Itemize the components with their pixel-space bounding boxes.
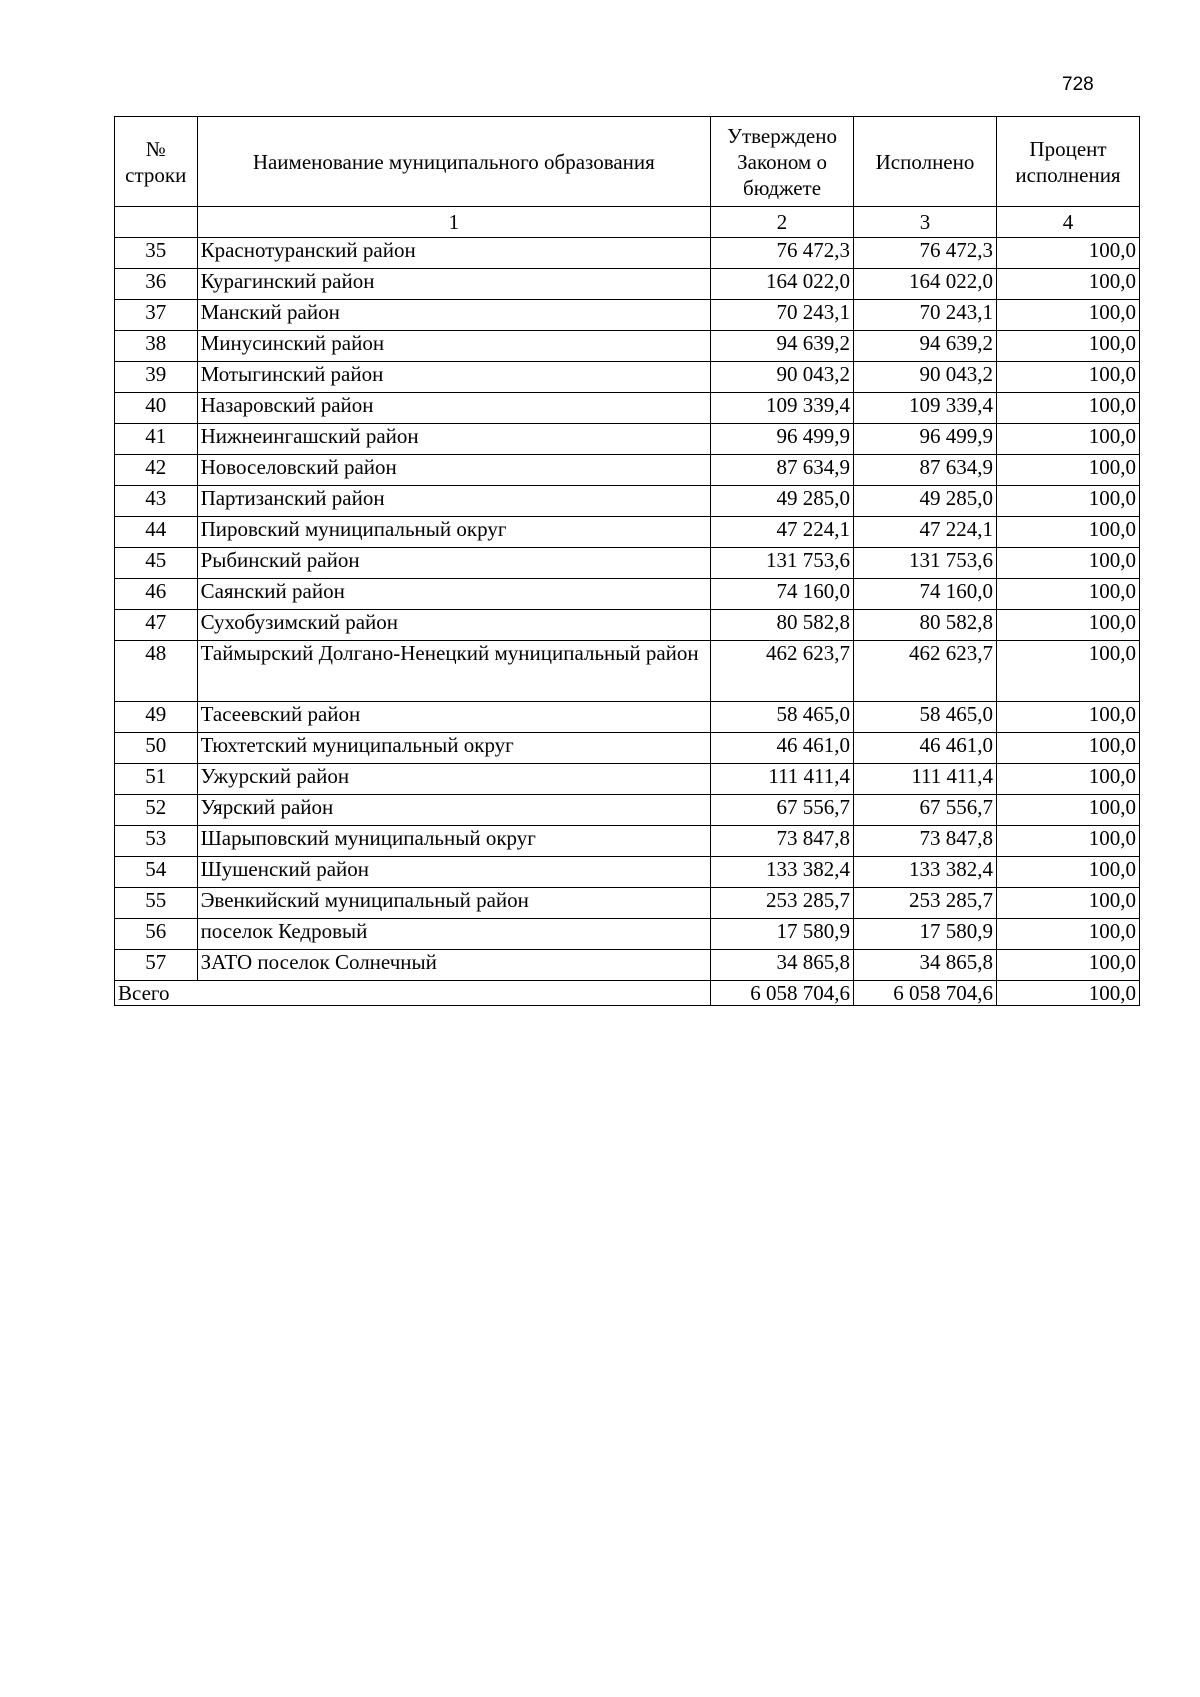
table-row bbox=[115, 950, 1140, 981]
executed-amount: 94 639,2 bbox=[854, 331, 997, 362]
row-number: 49 bbox=[115, 702, 198, 733]
row-number: 42 bbox=[115, 455, 198, 486]
table-row bbox=[115, 455, 1140, 486]
execution-percent: 100,0 bbox=[997, 795, 1140, 826]
municipality-name: Ужурский район bbox=[197, 764, 711, 795]
execution-percent: 100,0 bbox=[997, 764, 1140, 795]
page-number: 728 bbox=[1062, 74, 1094, 95]
total-percent: 100,0 bbox=[997, 981, 1140, 1006]
row-number: 44 bbox=[115, 517, 198, 548]
executed-amount: 76 472,3 bbox=[854, 238, 997, 269]
execution-percent: 100,0 bbox=[997, 579, 1140, 610]
executed-amount: 74 160,0 bbox=[854, 579, 997, 610]
row-number: 43 bbox=[115, 486, 198, 517]
municipality-name: Назаровский район bbox=[197, 393, 711, 424]
row-number: 46 bbox=[115, 579, 198, 610]
table-row bbox=[115, 702, 1140, 733]
column-number-cell: 1 bbox=[197, 207, 711, 238]
row-number: 39 bbox=[115, 362, 198, 393]
approved-amount: 47 224,1 bbox=[711, 517, 854, 548]
approved-amount: 73 847,8 bbox=[711, 826, 854, 857]
table-row bbox=[115, 733, 1140, 764]
approved-amount: 253 285,7 bbox=[711, 888, 854, 919]
municipality-name: Шарыповский муниципальный округ bbox=[197, 826, 711, 857]
row-number: 57 bbox=[115, 950, 198, 981]
approved-amount: 133 382,4 bbox=[711, 857, 854, 888]
executed-amount: 58 465,0 bbox=[854, 702, 997, 733]
total-approved: 6 058 704,6 bbox=[711, 981, 854, 1006]
row-number: 41 bbox=[115, 424, 198, 455]
municipality-name: Таймырский Долгано-Ненецкий муниципальный район bbox=[197, 641, 711, 702]
table-row bbox=[115, 486, 1140, 517]
municipality-name: Рыбинский район bbox=[197, 548, 711, 579]
header-row bbox=[115, 117, 1140, 207]
row-number: 37 bbox=[115, 300, 198, 331]
executed-amount: 133 382,4 bbox=[854, 857, 997, 888]
table-row bbox=[115, 424, 1140, 455]
execution-percent: 100,0 bbox=[997, 393, 1140, 424]
row-number: 50 bbox=[115, 733, 198, 764]
row-number: 56 bbox=[115, 919, 198, 950]
municipality-name: Тасеевский район bbox=[197, 702, 711, 733]
column-number-cell: 4 bbox=[997, 207, 1140, 238]
approved-amount: 96 499,9 bbox=[711, 424, 854, 455]
executed-amount: 96 499,9 bbox=[854, 424, 997, 455]
municipality-name: Шушенский район bbox=[197, 857, 711, 888]
execution-percent: 100,0 bbox=[997, 455, 1140, 486]
budget-execution-table bbox=[114, 116, 1140, 1006]
table-body bbox=[115, 238, 1140, 981]
execution-percent: 100,0 bbox=[997, 702, 1140, 733]
total-executed: 6 058 704,6 bbox=[854, 981, 997, 1006]
executed-amount: 87 634,9 bbox=[854, 455, 997, 486]
table-row bbox=[115, 300, 1140, 331]
row-number: 54 bbox=[115, 857, 198, 888]
approved-amount: 94 639,2 bbox=[711, 331, 854, 362]
executed-amount: 80 582,8 bbox=[854, 610, 997, 641]
approved-amount: 80 582,8 bbox=[711, 610, 854, 641]
table-row bbox=[115, 919, 1140, 950]
execution-percent: 100,0 bbox=[997, 548, 1140, 579]
municipality-name: Эвенкийский муниципальный район bbox=[197, 888, 711, 919]
row-number: 53 bbox=[115, 826, 198, 857]
table-row bbox=[115, 888, 1140, 919]
table-row bbox=[115, 269, 1140, 300]
approved-amount: 74 160,0 bbox=[711, 579, 854, 610]
municipality-name: Уярский район bbox=[197, 795, 711, 826]
municipality-name: ЗАТО поселок Солнечный bbox=[197, 950, 711, 981]
approved-amount: 131 753,6 bbox=[711, 548, 854, 579]
table-row bbox=[115, 548, 1140, 579]
row-number: 45 bbox=[115, 548, 198, 579]
approved-amount: 49 285,0 bbox=[711, 486, 854, 517]
approved-amount: 90 043,2 bbox=[711, 362, 854, 393]
municipality-name: Минусинский район bbox=[197, 331, 711, 362]
execution-percent: 100,0 bbox=[997, 517, 1140, 548]
table-footer bbox=[115, 981, 1140, 1006]
header-municipality-name: Наименование муниципального образования bbox=[197, 117, 711, 207]
table-row bbox=[115, 238, 1140, 269]
execution-percent: 100,0 bbox=[997, 888, 1140, 919]
executed-amount: 73 847,8 bbox=[854, 826, 997, 857]
table-row bbox=[115, 826, 1140, 857]
table-row bbox=[115, 641, 1140, 702]
executed-amount: 462 623,7 bbox=[854, 641, 997, 702]
table-row bbox=[115, 331, 1140, 362]
row-number: 38 bbox=[115, 331, 198, 362]
execution-percent: 100,0 bbox=[997, 238, 1140, 269]
column-number-cell: 3 bbox=[854, 207, 997, 238]
executed-amount: 34 865,8 bbox=[854, 950, 997, 981]
table-header bbox=[115, 117, 1140, 238]
approved-amount: 67 556,7 bbox=[711, 795, 854, 826]
municipality-name: Манский район bbox=[197, 300, 711, 331]
execution-percent: 100,0 bbox=[997, 950, 1140, 981]
table-row bbox=[115, 579, 1140, 610]
approved-amount: 462 623,7 bbox=[711, 641, 854, 702]
header-approved-by-law: Утверждено Законом о бюджете bbox=[711, 117, 854, 207]
municipality-name: Краснотуранский район bbox=[197, 238, 711, 269]
executed-amount: 111 411,4 bbox=[854, 764, 997, 795]
row-number: 35 bbox=[115, 238, 198, 269]
approved-amount: 34 865,8 bbox=[711, 950, 854, 981]
execution-percent: 100,0 bbox=[997, 733, 1140, 764]
approved-amount: 111 411,4 bbox=[711, 764, 854, 795]
execution-percent: 100,0 bbox=[997, 610, 1140, 641]
execution-percent: 100,0 bbox=[997, 331, 1140, 362]
table-row bbox=[115, 795, 1140, 826]
executed-amount: 49 285,0 bbox=[854, 486, 997, 517]
execution-percent: 100,0 bbox=[997, 826, 1140, 857]
table-row bbox=[115, 393, 1140, 424]
executed-amount: 17 580,9 bbox=[854, 919, 997, 950]
column-number-row bbox=[115, 207, 1140, 238]
execution-percent: 100,0 bbox=[997, 300, 1140, 331]
execution-percent: 100,0 bbox=[997, 486, 1140, 517]
executed-amount: 253 285,7 bbox=[854, 888, 997, 919]
execution-percent: 100,0 bbox=[997, 362, 1140, 393]
approved-amount: 46 461,0 bbox=[711, 733, 854, 764]
execution-percent: 100,0 bbox=[997, 269, 1140, 300]
execution-percent: 100,0 bbox=[997, 919, 1140, 950]
municipality-name: Курагинский район bbox=[197, 269, 711, 300]
header-row-number: № строки bbox=[115, 117, 198, 207]
header-execution-percent: Процент исполнения bbox=[997, 117, 1140, 207]
executed-amount: 90 043,2 bbox=[854, 362, 997, 393]
row-number: 51 bbox=[115, 764, 198, 795]
municipality-name: Мотыгинский район bbox=[197, 362, 711, 393]
municipality-name: Партизанский район bbox=[197, 486, 711, 517]
row-number: 55 bbox=[115, 888, 198, 919]
municipality-name: Тюхтетский муниципальный округ bbox=[197, 733, 711, 764]
approved-amount: 58 465,0 bbox=[711, 702, 854, 733]
column-number-cell: 2 bbox=[711, 207, 854, 238]
table-row bbox=[115, 764, 1140, 795]
municipality-name: поселок Кедровый bbox=[197, 919, 711, 950]
execution-percent: 100,0 bbox=[997, 424, 1140, 455]
approved-amount: 109 339,4 bbox=[711, 393, 854, 424]
approved-amount: 164 022,0 bbox=[711, 269, 854, 300]
approved-amount: 76 472,3 bbox=[711, 238, 854, 269]
municipality-name: Саянский район bbox=[197, 579, 711, 610]
total-row bbox=[115, 981, 1140, 1006]
executed-amount: 70 243,1 bbox=[854, 300, 997, 331]
table-row bbox=[115, 857, 1140, 888]
executed-amount: 109 339,4 bbox=[854, 393, 997, 424]
row-number: 52 bbox=[115, 795, 198, 826]
approved-amount: 87 634,9 bbox=[711, 455, 854, 486]
executed-amount: 67 556,7 bbox=[854, 795, 997, 826]
executed-amount: 164 022,0 bbox=[854, 269, 997, 300]
table-row bbox=[115, 610, 1140, 641]
approved-amount: 17 580,9 bbox=[711, 919, 854, 950]
row-number: 36 bbox=[115, 269, 198, 300]
execution-percent: 100,0 bbox=[997, 641, 1140, 702]
table-row bbox=[115, 517, 1140, 548]
row-number: 47 bbox=[115, 610, 198, 641]
execution-percent: 100,0 bbox=[997, 857, 1140, 888]
executed-amount: 47 224,1 bbox=[854, 517, 997, 548]
municipality-name: Сухобузимский район bbox=[197, 610, 711, 641]
header-executed: Исполнено bbox=[854, 117, 997, 207]
executed-amount: 46 461,0 bbox=[854, 733, 997, 764]
executed-amount: 131 753,6 bbox=[854, 548, 997, 579]
row-number: 40 bbox=[115, 393, 198, 424]
approved-amount: 70 243,1 bbox=[711, 300, 854, 331]
column-number-cell bbox=[115, 207, 198, 238]
municipality-name: Новоселовский район bbox=[197, 455, 711, 486]
municipality-name: Нижнеингашский район bbox=[197, 424, 711, 455]
total-label: Всего bbox=[115, 981, 711, 1006]
table-row bbox=[115, 362, 1140, 393]
row-number: 48 bbox=[115, 641, 198, 702]
municipality-name: Пировский муниципальный округ bbox=[197, 517, 711, 548]
